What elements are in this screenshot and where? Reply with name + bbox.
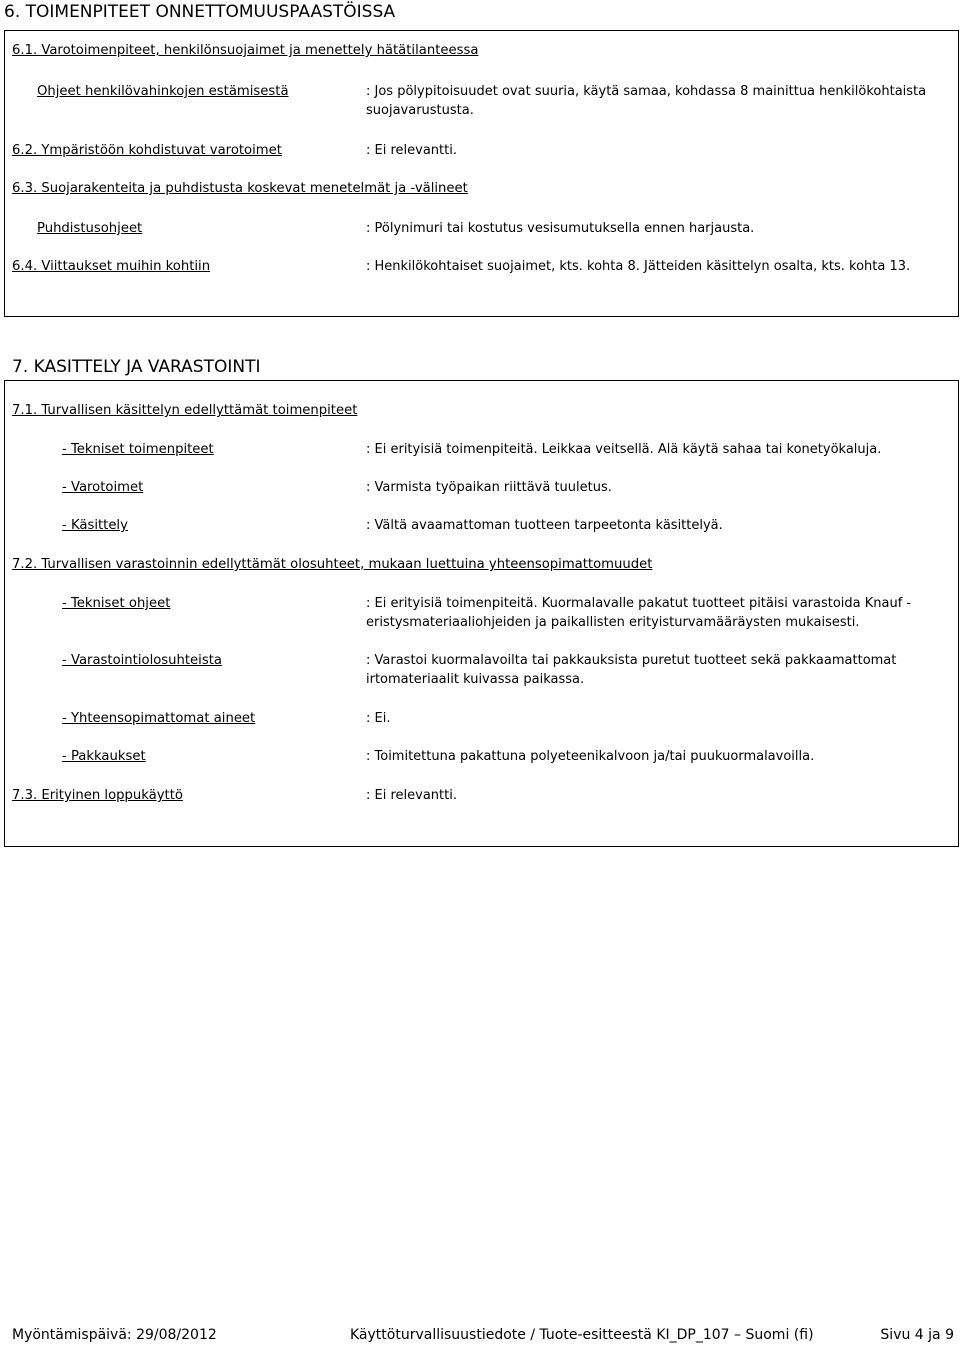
value-precautions: : Varmista työpaikan riittävä tuuletus. [366,480,612,495]
heading-6-4: 6.4. Viittaukset muihin kohtiin [12,259,211,274]
value-handling: : Vältä avaamattoman tuotteen tarpeetonta käsittelyä. [366,518,723,533]
heading-6-2: 6.2. Ympäristöön kohdistuvat varotoimet [12,143,282,158]
label-technical-measures: - Tekniset toimenpiteet [62,442,214,457]
label-personal-injury: Ohjeet henkilövahinkojen estämisestä [37,84,289,99]
label-precautions: - Varotoimet [62,480,144,495]
footer-page-number: Sivu 4 ja 9 [880,1327,954,1343]
heading-6-3: 6.3. Suojarakenteita ja puhdistusta koskevat menetelmät ja -välineet [12,181,468,196]
value-6-4: : Henkilökohtaiset suojaimet, kts. kohta 8. Jätteiden käsittelyn osalta, kts. kohta 13. [366,259,911,274]
label-storage-conditions: - Varastointiolosuhteista [62,653,222,668]
value-personal-injury-2: suojavarustusta. [366,103,474,118]
label-packaging: - Pakkaukset [62,749,146,764]
heading-7-2: 7.2. Turvallisen varastoinnin edellyttämät olosuhteet, mukaan luettuina yhteensopimattomuudet [12,557,653,572]
label-handling: - Käsittely [62,518,128,533]
footer-issue-date: Myöntämispäivä: 29/08/2012 [12,1327,217,1343]
value-storage-conditions-2: irtomateriaalit kuivassa paikassa. [366,672,585,687]
value-7-3: : Ei relevantti. [366,788,457,803]
value-6-2: : Ei relevantti. [366,143,457,158]
value-storage-conditions-1: : Varastoi kuormalavoilta tai pakkauksista puretut tuotteet sekä pakkaamattomat [366,653,897,668]
value-technical-instructions-2: eristysmateriaaliohjeiden ja paikallisten erityisturvamääräysten mukaisesti. [366,615,860,630]
value-technical-instructions-1: : Ei erityisiä toimenpiteitä. Kuormalavalle pakatut tuotteet pitäisi varastoida Knauf - [366,596,912,611]
value-personal-injury-1: : Jos pölypitoisuudet ovat suuria, käytä samaa, kohdassa 8 mainittua henkilökohtaista [366,84,927,99]
value-cleaning: : Pölynimuri tai kostutus vesisumutuksella ennen harjausta. [366,221,755,236]
value-packaging: : Toimitettuna pakattuna polyeteenikalvoon ja/tai puukuormalavoilla. [366,749,815,764]
label-cleaning: Puhdistusohjeet [37,221,143,236]
label-incompatible-materials: - Yhteensopimattomat aineet [62,711,256,726]
section-7-title: 7. KASITTELY JA VARASTOINTI [12,357,261,377]
section-6-title: 6. TOIMENPITEET ONNETTOMUUSPAASTÖISSA [4,2,396,22]
heading-7-1: 7.1. Turvallisen käsittelyn edellyttämät toimenpiteet [12,403,358,418]
label-technical-instructions: - Tekniset ohjeet [62,596,171,611]
heading-7-3: 7.3. Erityinen loppukäyttö [12,788,183,803]
value-technical-measures: : Ei erityisiä toimenpiteitä. Leikkaa veitsellä. Alä käytä sahaa tai konetyökaluja. [366,442,882,457]
footer-document: Käyttöturvallisuustiedote / Tuote-esitteestä KI_DP_107 – Suomi (fi) [350,1327,814,1343]
value-incompatible-materials: : Ei. [366,711,391,726]
heading-6-1: 6.1. Varotoimenpiteet, henkilönsuojaimet ja menettely hätätilanteessa [12,43,479,58]
